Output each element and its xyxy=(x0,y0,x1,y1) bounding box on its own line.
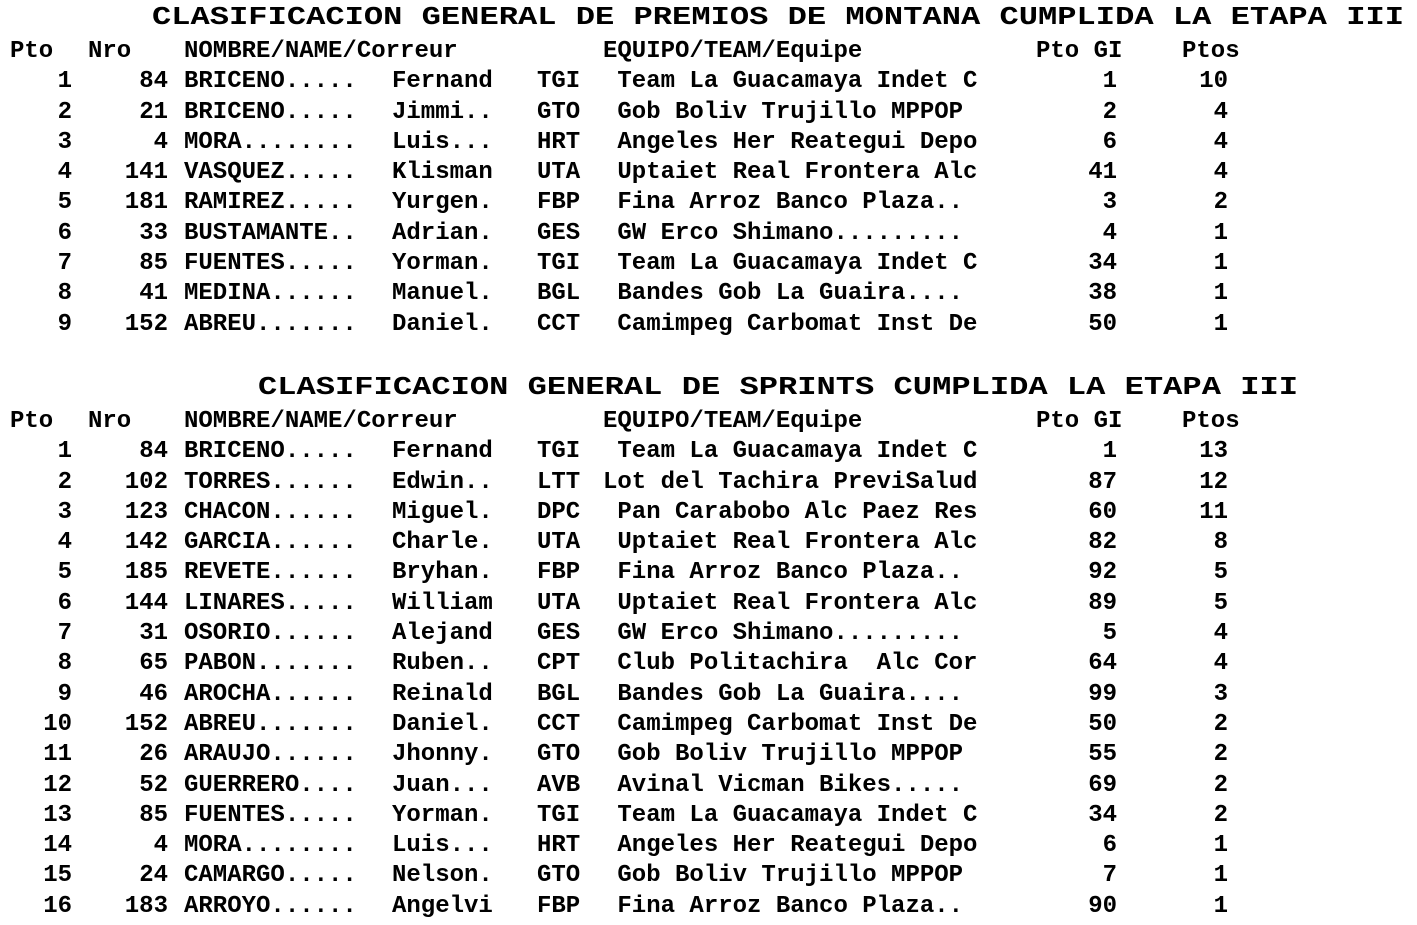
bib-number-cell: 41 xyxy=(139,280,168,308)
rank-cell: 11 xyxy=(43,741,72,769)
table-row xyxy=(0,437,1417,467)
team-code-cell: CCT xyxy=(537,710,581,738)
gc-position-cell: 38 xyxy=(1088,280,1117,308)
team-code-cell: FBP xyxy=(537,892,581,920)
points-cell: 1 xyxy=(1213,862,1228,890)
surname-cell: MORA........ xyxy=(184,128,357,156)
gc-position-cell: 34 xyxy=(1088,801,1117,829)
gc-position-cell: 69 xyxy=(1088,771,1117,799)
team-name-cell: Team La Guacamaya Indet C xyxy=(603,68,978,96)
bib-number-cell: 141 xyxy=(124,159,168,187)
header-name: NOMBRE/NAME/Correur xyxy=(184,408,458,435)
table-row xyxy=(0,892,1417,922)
surname-cell: TORRES...... xyxy=(184,468,357,496)
bib-number-cell: 181 xyxy=(124,189,168,217)
points-cell: 1 xyxy=(1213,310,1228,338)
team-name-cell: Camimpeg Carbomat Inst De xyxy=(603,310,978,338)
team-name-cell: Angeles Her Reategui Depo xyxy=(603,832,978,860)
rank-cell: 8 xyxy=(57,280,72,308)
rank-cell: 3 xyxy=(57,128,72,156)
bib-number-cell: 65 xyxy=(139,650,168,678)
table-row xyxy=(0,558,1417,588)
rank-cell: 4 xyxy=(57,159,72,187)
table-row xyxy=(0,680,1417,710)
bib-number-cell: 84 xyxy=(139,438,168,466)
table-row xyxy=(0,219,1417,249)
table-row xyxy=(0,188,1417,218)
table-row xyxy=(0,279,1417,309)
gc-position-cell: 1 xyxy=(1102,438,1117,466)
surname-cell: RAMIREZ..... xyxy=(184,189,357,217)
gc-position-cell: 82 xyxy=(1088,529,1117,557)
table-row xyxy=(0,861,1417,891)
points-cell: 10 xyxy=(1199,68,1228,96)
team-code-cell: FBP xyxy=(537,559,581,587)
rank-cell: 13 xyxy=(43,801,72,829)
team-code-cell: UTA xyxy=(537,159,581,187)
rank-cell: 9 xyxy=(57,310,72,338)
points-cell: 4 xyxy=(1213,620,1228,648)
points-cell: 11 xyxy=(1199,498,1228,526)
table-row xyxy=(0,589,1417,619)
gc-position-cell: 41 xyxy=(1088,159,1117,187)
gc-position-cell: 90 xyxy=(1088,892,1117,920)
team-name-cell: Lot del Tachira PreviSalud xyxy=(603,468,978,496)
bib-number-cell: 46 xyxy=(139,680,168,708)
header-nro: Nro xyxy=(88,38,132,65)
team-code-cell: CPT xyxy=(537,650,581,678)
rank-cell: 5 xyxy=(57,189,72,217)
firstname-cell: Jhonny. xyxy=(392,741,493,769)
team-name-cell: Avinal Vicman Bikes..... xyxy=(603,771,964,799)
rank-cell: 6 xyxy=(57,589,72,617)
team-name-cell: Club Politachira Alc Cor xyxy=(603,650,978,678)
firstname-cell: Luis... xyxy=(392,832,493,860)
team-code-cell: TGI xyxy=(537,68,581,96)
team-code-cell: CCT xyxy=(537,310,581,338)
rank-cell: 8 xyxy=(57,650,72,678)
gc-position-cell: 1 xyxy=(1102,68,1117,96)
firstname-cell: Daniel. xyxy=(392,710,493,738)
points-cell: 1 xyxy=(1213,280,1228,308)
table-row xyxy=(0,67,1417,97)
table-row xyxy=(0,619,1417,649)
table-row xyxy=(0,158,1417,188)
gc-position-cell: 60 xyxy=(1088,498,1117,526)
bib-number-cell: 152 xyxy=(124,710,168,738)
team-name-cell: Fina Arroz Banco Plaza.. xyxy=(603,559,964,587)
surname-cell: MEDINA...... xyxy=(184,280,357,308)
bib-number-cell: 84 xyxy=(139,68,168,96)
bib-number-cell: 85 xyxy=(139,250,168,278)
team-name-cell: Gob Boliv Trujillo MPPOP xyxy=(603,98,964,126)
table-row xyxy=(0,831,1417,861)
team-code-cell: BGL xyxy=(537,280,581,308)
firstname-cell: Edwin.. xyxy=(392,468,493,496)
rank-cell: 2 xyxy=(57,468,72,496)
surname-cell: ARROYO...... xyxy=(184,892,357,920)
team-name-cell: Bandes Gob La Guaira.... xyxy=(603,680,964,708)
surname-cell: ABREU....... xyxy=(184,310,357,338)
team-code-cell: GTO xyxy=(537,862,581,890)
points-cell: 2 xyxy=(1213,741,1228,769)
firstname-cell: Fernand xyxy=(392,68,493,96)
team-name-cell: Fina Arroz Banco Plaza.. xyxy=(603,189,964,217)
surname-cell: BRICENO..... xyxy=(184,98,357,126)
header-pts: Ptos xyxy=(1182,38,1240,65)
gc-position-cell: 55 xyxy=(1088,741,1117,769)
gc-position-cell: 99 xyxy=(1088,680,1117,708)
header-nro: Nro xyxy=(88,408,132,435)
bib-number-cell: 183 xyxy=(124,892,168,920)
gc-position-cell: 87 xyxy=(1088,468,1117,496)
surname-cell: REVETE...... xyxy=(184,559,357,587)
header-name: NOMBRE/NAME/Correur xyxy=(184,38,458,65)
team-code-cell: BGL xyxy=(537,680,581,708)
team-code-cell: TGI xyxy=(537,438,581,466)
team-name-cell: Uptaiet Real Frontera Alc xyxy=(603,529,978,557)
firstname-cell: Bryhan. xyxy=(392,559,493,587)
points-cell: 2 xyxy=(1213,801,1228,829)
surname-cell: BRICENO..... xyxy=(184,438,357,466)
bib-number-cell: 185 xyxy=(124,559,168,587)
rank-cell: 7 xyxy=(57,250,72,278)
points-cell: 2 xyxy=(1213,771,1228,799)
gc-position-cell: 34 xyxy=(1088,250,1117,278)
team-code-cell: TGI xyxy=(537,801,581,829)
firstname-cell: Yorman. xyxy=(392,250,493,278)
bib-number-cell: 52 xyxy=(139,771,168,799)
surname-cell: ABREU....... xyxy=(184,710,357,738)
rank-cell: 6 xyxy=(57,219,72,247)
team-code-cell: LTT xyxy=(537,468,581,496)
surname-cell: CAMARGO..... xyxy=(184,862,357,890)
firstname-cell: Jimmi.. xyxy=(392,98,493,126)
points-cell: 1 xyxy=(1213,250,1228,278)
points-cell: 4 xyxy=(1213,159,1228,187)
surname-cell: GUERRERO.... xyxy=(184,771,357,799)
bib-number-cell: 26 xyxy=(139,741,168,769)
gc-position-cell: 50 xyxy=(1088,710,1117,738)
team-name-cell: Pan Carabobo Alc Paez Res xyxy=(603,498,978,526)
rank-cell: 12 xyxy=(43,771,72,799)
rank-cell: 1 xyxy=(57,68,72,96)
surname-cell: CHACON...... xyxy=(184,498,357,526)
rank-cell: 3 xyxy=(57,498,72,526)
table-header-row xyxy=(0,37,1417,67)
table-row xyxy=(0,801,1417,831)
gc-position-cell: 3 xyxy=(1102,189,1117,217)
header-pos: Pto xyxy=(10,408,54,435)
team-name-cell: Fina Arroz Banco Plaza.. xyxy=(603,892,964,920)
surname-cell: VASQUEZ..... xyxy=(184,159,357,187)
points-cell: 13 xyxy=(1199,438,1228,466)
gc-position-cell: 50 xyxy=(1088,310,1117,338)
gc-position-cell: 2 xyxy=(1102,98,1117,126)
surname-cell: LINARES..... xyxy=(184,589,357,617)
points-cell: 5 xyxy=(1213,589,1228,617)
firstname-cell: Angelvi xyxy=(392,892,493,920)
points-cell: 5 xyxy=(1213,559,1228,587)
firstname-cell: Yurgen. xyxy=(392,189,493,217)
team-code-cell: UTA xyxy=(537,529,581,557)
table-row xyxy=(0,249,1417,279)
header-gi: Pto GI xyxy=(1036,408,1123,435)
bib-number-cell: 142 xyxy=(124,529,168,557)
header-gi: Pto GI xyxy=(1036,38,1123,65)
team-name-cell: Gob Boliv Trujillo MPPOP xyxy=(603,741,964,769)
gc-position-cell: 5 xyxy=(1102,620,1117,648)
rank-cell: 9 xyxy=(57,680,72,708)
firstname-cell: Alejand xyxy=(392,620,493,648)
team-code-cell: UTA xyxy=(537,589,581,617)
team-name-cell: Bandes Gob La Guaira.... xyxy=(603,280,964,308)
firstname-cell: Adrian. xyxy=(392,219,493,247)
firstname-cell: Charle. xyxy=(392,529,493,557)
team-name-cell: Camimpeg Carbomat Inst De xyxy=(603,710,978,738)
rank-cell: 4 xyxy=(57,529,72,557)
table-row xyxy=(0,771,1417,801)
firstname-cell: Reinald xyxy=(392,680,493,708)
table-row xyxy=(0,710,1417,740)
table-row xyxy=(0,740,1417,770)
bib-number-cell: 33 xyxy=(139,219,168,247)
bib-number-cell: 4 xyxy=(153,832,168,860)
table-row xyxy=(0,310,1417,340)
bib-number-cell: 152 xyxy=(124,310,168,338)
team-name-cell: Uptaiet Real Frontera Alc xyxy=(603,589,978,617)
team-code-cell: GTO xyxy=(537,98,581,126)
rank-cell: 5 xyxy=(57,559,72,587)
firstname-cell: Luis... xyxy=(392,128,493,156)
header-team: EQUIPO/TEAM/Equipe xyxy=(603,408,863,435)
rank-cell: 14 xyxy=(43,832,72,860)
bib-number-cell: 144 xyxy=(124,589,168,617)
team-code-cell: AVB xyxy=(537,771,581,799)
table-row xyxy=(0,649,1417,679)
surname-cell: AROCHA...... xyxy=(184,680,357,708)
firstname-cell: Fernand xyxy=(392,438,493,466)
table-row xyxy=(0,98,1417,128)
team-code-cell: FBP xyxy=(537,189,581,217)
surname-cell: BRICENO..... xyxy=(184,68,357,96)
mountain-classification-title: CLASIFICACION GENERAL DE PREMIOS DE MONTANA CUMPLIDA LA ETAPA III xyxy=(152,2,1404,32)
firstname-cell: Miguel. xyxy=(392,498,493,526)
sprints-classification-table xyxy=(0,407,1417,922)
points-cell: 3 xyxy=(1213,680,1228,708)
bib-number-cell: 85 xyxy=(139,801,168,829)
firstname-cell: Ruben.. xyxy=(392,650,493,678)
surname-cell: FUENTES..... xyxy=(184,250,357,278)
rank-cell: 7 xyxy=(57,620,72,648)
bib-number-cell: 4 xyxy=(153,128,168,156)
firstname-cell: Manuel. xyxy=(392,280,493,308)
points-cell: 2 xyxy=(1213,710,1228,738)
surname-cell: PABON....... xyxy=(184,650,357,678)
team-name-cell: Angeles Her Reategui Depo xyxy=(603,128,978,156)
team-code-cell: GTO xyxy=(537,741,581,769)
team-code-cell: HRT xyxy=(537,832,581,860)
sprints-classification-title: CLASIFICACION GENERAL DE SPRINTS CUMPLIDA LA ETAPA III xyxy=(258,372,1298,402)
mountain-classification-table xyxy=(0,37,1417,340)
team-name-cell: Team La Guacamaya Indet C xyxy=(603,438,978,466)
points-cell: 4 xyxy=(1213,98,1228,126)
table-row xyxy=(0,468,1417,498)
gc-position-cell: 6 xyxy=(1102,128,1117,156)
points-cell: 1 xyxy=(1213,219,1228,247)
header-pts: Ptos xyxy=(1182,408,1240,435)
rank-cell: 15 xyxy=(43,862,72,890)
team-code-cell: TGI xyxy=(537,250,581,278)
table-header-row xyxy=(0,407,1417,437)
rank-cell: 10 xyxy=(43,710,72,738)
table-row xyxy=(0,528,1417,558)
points-cell: 4 xyxy=(1213,128,1228,156)
surname-cell: GARCIA...... xyxy=(184,529,357,557)
bib-number-cell: 102 xyxy=(124,468,168,496)
rank-cell: 2 xyxy=(57,98,72,126)
gc-position-cell: 6 xyxy=(1102,832,1117,860)
header-team: EQUIPO/TEAM/Equipe xyxy=(603,38,863,65)
surname-cell: BUSTAMANTE.. xyxy=(184,219,357,247)
points-cell: 8 xyxy=(1213,529,1228,557)
gc-position-cell: 89 xyxy=(1088,589,1117,617)
firstname-cell: Yorman. xyxy=(392,801,493,829)
points-cell: 2 xyxy=(1213,189,1228,217)
firstname-cell: Daniel. xyxy=(392,310,493,338)
team-code-cell: GES xyxy=(537,620,581,648)
team-name-cell: Team La Guacamaya Indet C xyxy=(603,250,978,278)
firstname-cell: Klisman xyxy=(392,159,493,187)
team-name-cell: GW Erco Shimano......... xyxy=(603,620,964,648)
points-cell: 12 xyxy=(1199,468,1228,496)
surname-cell: OSORIO...... xyxy=(184,620,357,648)
header-pos: Pto xyxy=(10,38,54,65)
points-cell: 1 xyxy=(1213,832,1228,860)
gc-position-cell: 7 xyxy=(1102,862,1117,890)
bib-number-cell: 24 xyxy=(139,862,168,890)
firstname-cell: William xyxy=(392,589,493,617)
team-name-cell: Uptaiet Real Frontera Alc xyxy=(603,159,978,187)
points-cell: 4 xyxy=(1213,650,1228,678)
surname-cell: ARAUJO...... xyxy=(184,741,357,769)
table-row xyxy=(0,128,1417,158)
team-code-cell: HRT xyxy=(537,128,581,156)
surname-cell: MORA........ xyxy=(184,832,357,860)
gc-position-cell: 92 xyxy=(1088,559,1117,587)
gc-position-cell: 4 xyxy=(1102,219,1117,247)
firstname-cell: Nelson. xyxy=(392,862,493,890)
firstname-cell: Juan... xyxy=(392,771,493,799)
bib-number-cell: 21 xyxy=(139,98,168,126)
team-code-cell: GES xyxy=(537,219,581,247)
rank-cell: 16 xyxy=(43,892,72,920)
gc-position-cell: 64 xyxy=(1088,650,1117,678)
team-code-cell: DPC xyxy=(537,498,581,526)
points-cell: 1 xyxy=(1213,892,1228,920)
bib-number-cell: 31 xyxy=(139,620,168,648)
team-name-cell: Team La Guacamaya Indet C xyxy=(603,801,978,829)
table-row xyxy=(0,498,1417,528)
bib-number-cell: 123 xyxy=(124,498,168,526)
surname-cell: FUENTES..... xyxy=(184,801,357,829)
team-name-cell: Gob Boliv Trujillo MPPOP xyxy=(603,862,964,890)
team-name-cell: GW Erco Shimano......... xyxy=(603,219,964,247)
rank-cell: 1 xyxy=(57,438,72,466)
